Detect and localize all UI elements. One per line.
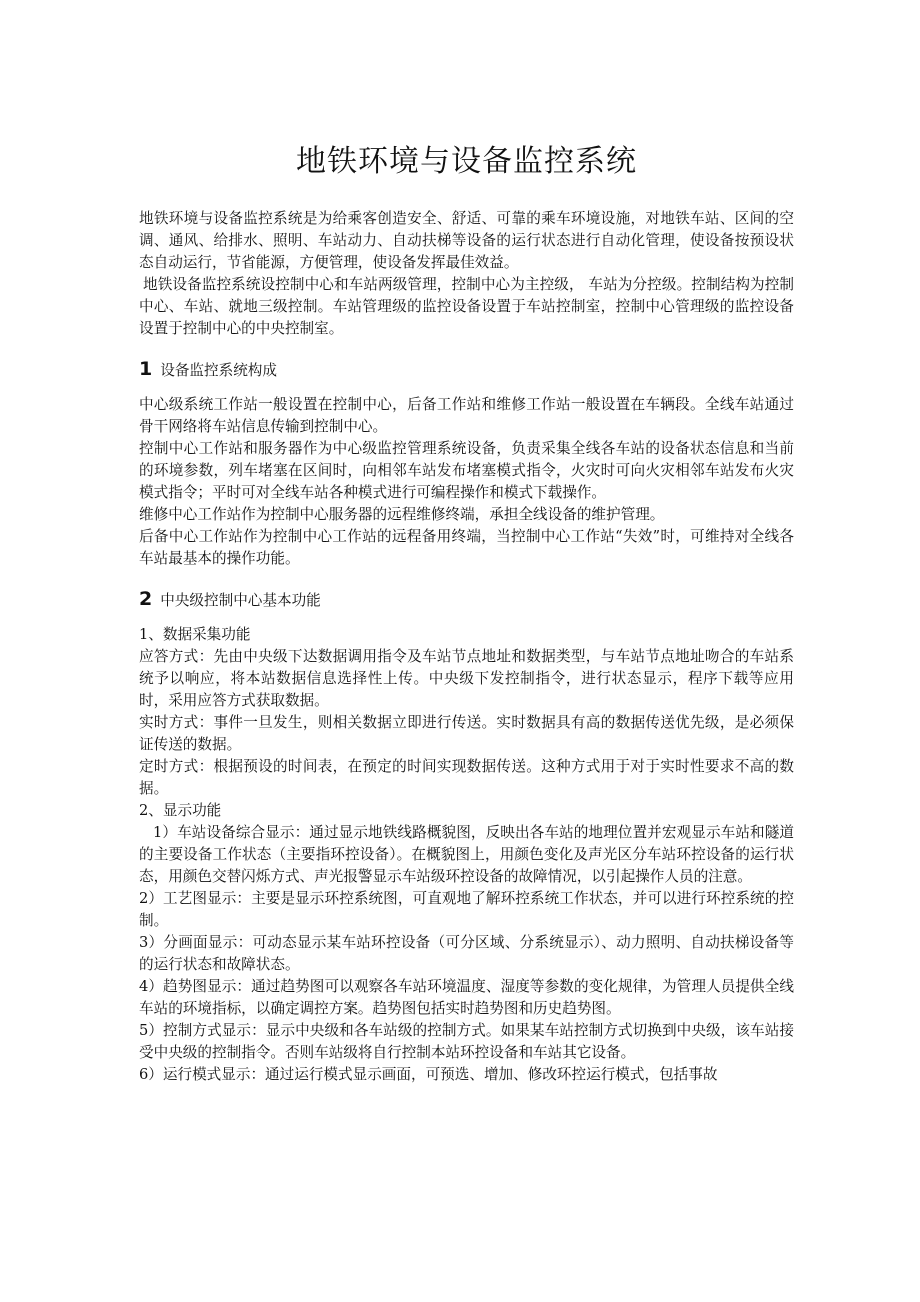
section-1-body — [139, 394, 794, 570]
section-title: 中央级控制中心基本功能 — [160, 592, 321, 609]
body-paragraph: 后备中心工作站作为控制中心工作站的远程备用终端，当控制中心工作站“失效”时，可维持对全线各车站最基本的操作功能。 — [139, 528, 794, 567]
body-paragraph: 应答方式：先由中央级下达数据调用指令及车站节点地址和数据类型，与车站节点地址吻合的车站系统予以响应，将本站数据信息选择性上传。中央级下发控制指令，进行状态显示，程序下载等应用时，采用应答方式获取数据。 — [139, 648, 794, 709]
subsection-heading: 1、数据采集功能 — [139, 626, 251, 643]
intro-paragraph: 地铁环境与设备监控系统是为给乘客创造安全、舒适、可靠的乘车环境设施，对地铁车站、区间的空调、通风、给排水、照明、车站动力、自动扶梯等设备的运行状态进行自动化管理，使设备按预设状态自动运行，节省能源，方便管理，使设备发挥最佳效益。 — [139, 210, 794, 271]
body-paragraph: 5）控制方式显示：显示中央级和各车站级的控制方式。如果某车站控制方式切换到中央级，该车站接受中央级的控制指令。否则车站级将自行控制本站环控设备和车站其它设备。 — [139, 1022, 794, 1061]
body-paragraph: 3）分画面显示：可动态显示某车站环控设备（可分区域、分系统显示）、动力照明、自动扶梯设备等的运行状态和故障状态。 — [139, 934, 794, 973]
body-paragraph: 定时方式：根据预设的时间表，在预定的时间实现数据传送。这种方式用于对于实时性要求不高的数据。 — [139, 758, 794, 797]
body-paragraph: 控制中心工作站和服务器作为中心级监控管理系统设备，负责采集全线各车站的设备状态信息和当前的环境参数，列车堵塞在区间时，向相邻车站发布堵塞模式指令，火灾时可向火灾相邻车站发布火灾模式指令；平时可对全线车站各种模式进行可编程操作和模式下载操作。 — [139, 440, 794, 501]
subsection-heading: 2、显示功能 — [139, 802, 222, 819]
body-paragraph: 实时方式：事件一旦发生，则相关数据立即进行传送。实时数据具有高的数据传送优先级，是必须保证传送的数据。 — [139, 714, 794, 753]
intro-section — [139, 208, 794, 340]
section-title: 设备监控系统构成 — [160, 362, 277, 379]
section-number: 2 — [139, 588, 153, 610]
body-paragraph: 维修中心工作站作为控制中心服务器的远程维修终端，承担全线设备的维护管理。 — [139, 506, 665, 523]
document-page — [139, 0, 794, 1086]
section-number: 1 — [139, 358, 153, 380]
intro-paragraph: 地铁设备监控系统设控制中心和车站两级管理，控制中心为主控级， 车站为分控级。控制结构为控制中心、车站、就地三级控制。车站管理级的监控设备设置于车站控制室，控制中心管理级的监控设备设置于控制中心的中央控制室。 — [139, 276, 794, 337]
body-paragraph: 中心级系统工作站一般设置在控制中心，后备工作站和维修工作站一般设置在车辆段。全线车站通过骨干网络将车站信息传输到控制中心。 — [139, 396, 794, 435]
section-heading-2 — [139, 588, 794, 612]
body-paragraph: 1）车站设备综合显示：通过显示地铁线路概貌图，反映出各车站的地理位置并宏观显示车站和隧道的主要设备工作状态（主要指环控设备）。在概貌图上，用颜色变化及声光区分车站环控设备的运行状态，用颜色交替闪烁方式、声光报警显示车站级环控设备的故障情况，以引起操作人员的注意。 — [139, 824, 794, 885]
body-paragraph: 2）工艺图显示：主要是显示环控系统图，可直观地了解环控系统工作状态，并可以进行环控系统的控制。 — [139, 890, 794, 929]
body-paragraph: 6）运行模式显示：通过运行模式显示画面，可预选、增加、修改环控运行模式，包括事故 — [139, 1066, 718, 1083]
body-paragraph: 4）趋势图显示：通过趋势图可以观察各车站环境温度、湿度等参数的变化规律，为管理人员提供全线车站的环境指标，以确定调控方案。趋势图包括实时趋势图和历史趋势图。 — [139, 978, 794, 1017]
section-heading-1 — [139, 358, 794, 382]
section-2-body — [139, 624, 794, 1086]
document-title: 地铁环境与设备监控系统 — [296, 144, 637, 179]
